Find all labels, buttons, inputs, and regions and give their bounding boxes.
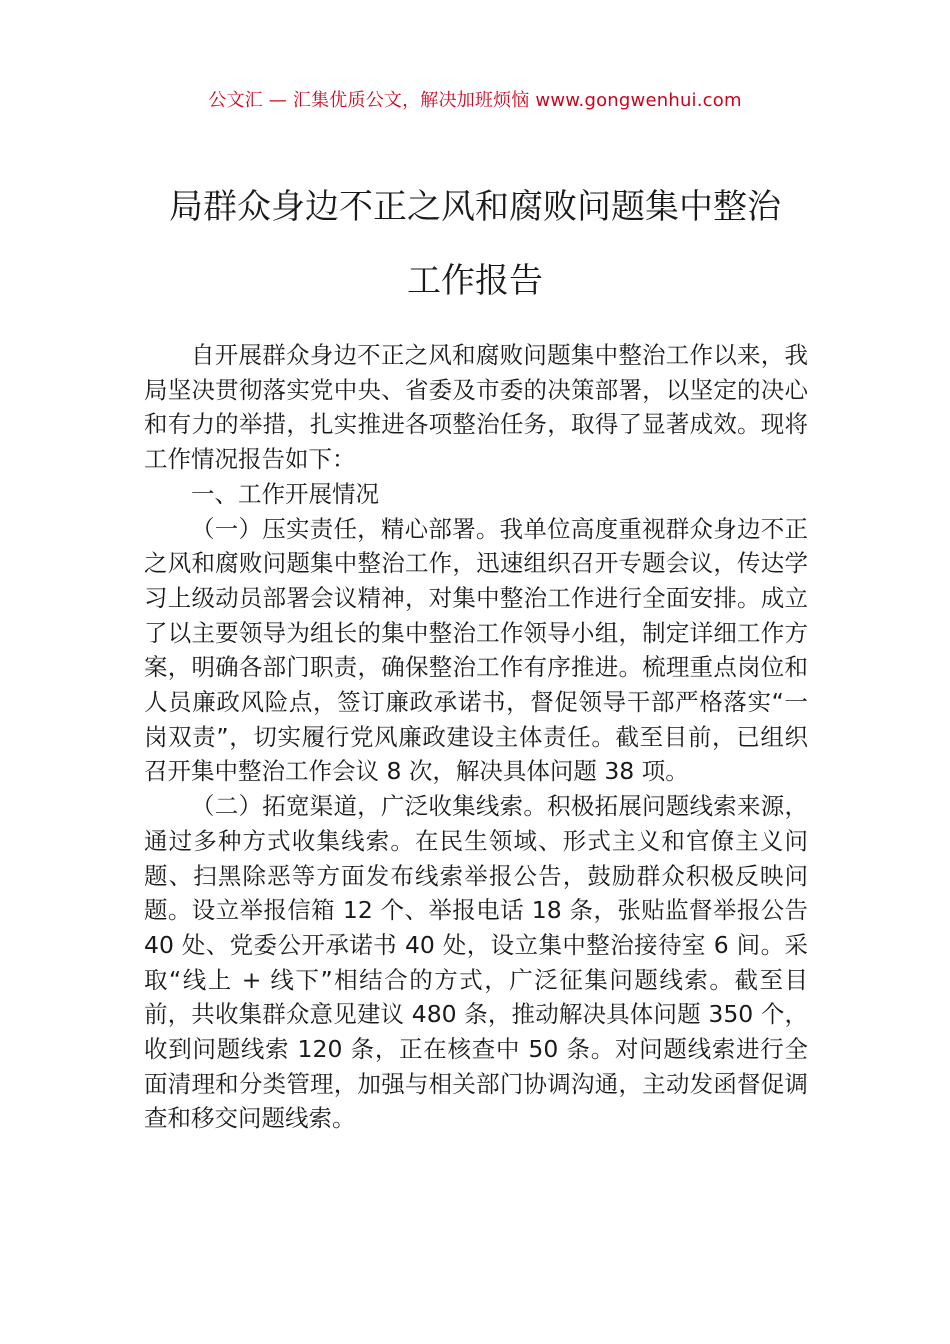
title-line-2: 工作报告	[407, 261, 543, 301]
section-heading: 一、工作开展情况	[191, 479, 379, 508]
intro-paragraph: 自开展群众身边不正之风和腐败问题集中整治工作以来，我局坚决贯彻落实党中央、省委及市委的决策部署，以坚定的决心和有力的举措，扎实推进各项整治任务，取得了显著成效。现将工作情况报告如下：	[144, 341, 808, 474]
paragraph-channels: （二）拓宽渠道，广泛收集线索。积极拓展问题线索来源，通过多种方式收集线索。在民生领域、形式主义和官僚主义问题、扫黑除恶等方面发布线索举报公告，鼓励群众积极反映问题。设立举报信箱 12 个、举报电话 18 条，张贴监督举报公告 40 处、党委公开承诺书 40 处，设立集中整治接待室 6 间。采取“线上 + 线下”相结合的方式，广泛征集问题线索。截至目前，共收集群众意见建议 480 条，推动解决具体问题 350 个，收到问题线索 120 条，正在核查中 50 条。对问题线索进行全面清理和分类管理，加强与相关部门协调沟通，主动发函督促调查和移交问题线索。	[144, 792, 808, 1133]
document-body	[144, 338, 808, 1136]
document-title	[120, 170, 830, 318]
title-line-1: 局群众身边不正之风和腐败问题集中整治	[169, 187, 781, 227]
paragraph-responsibility: （一）压实责任，精心部署。我单位高度重视群众身边不正之风和腐败问题集中整治工作，迅速组织召开专题会议，传达学习上级动员部署会议精神，对集中整治工作进行全面安排。成立了以主要领导为组长的集中整治工作领导小组，制定详细工作方案，明确各部门职责，确保整治工作有序推进。梳理重点岗位和人员廉政风险点，签订廉政承诺书，督促领导干部严格落实“一岗双责”，切实履行党风廉政建设主体责任。截至目前，已组织召开集中整治工作会议 8 次，解决具体问题 38 项。	[144, 514, 808, 786]
header-watermark: 公文汇 — 汇集优质公文，解决加班烦恼 www.gongwenhui.com	[208, 90, 742, 111]
